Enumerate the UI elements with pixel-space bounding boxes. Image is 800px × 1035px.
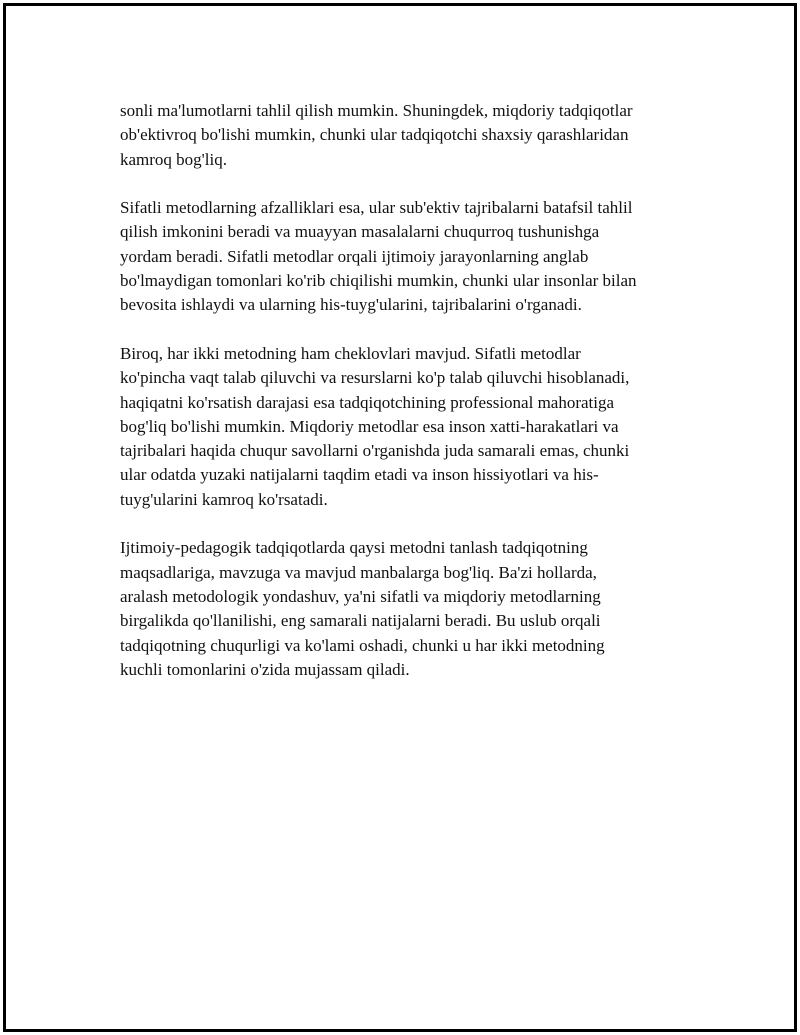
paragraph-2: Sifatli metodlarning afzalliklari esa, ular sub'ektiv tajribalarni batafsil tahlil qilish imkonini beradi va muayyan masalalarni chuqurroq tushunishga yordam beradi. Sifatli metodlar orqali ijtimoiy jarayonlarning anglab bo'lmaydigan tomonlari ko'rib chiqilishi mumkin, chunki ular insonlar bilan bevosita ishlaydi va ularning his-tuyg'ularini, tajribalarini o'rganadi. bbox=[120, 198, 637, 315]
paragraph-4: Ijtimoiy-pedagogik tadqiqotlarda qaysi metodni tanlash tadqiqotning maqsadlariga, mavzuga va mavjud manbalarga bog'liq. Ba'zi hollarda, aralash metodologik yondashuv, ya'ni sifatli va miqdoriy metodlarning birgalikda qo'llanilishi, eng samarali natijalarni beradi. Bu uslub orqali tadqiqotning chuqurligi va ko'lami oshadi, chunki u har ikki metodning kuchli tomonlarini o'zida mujassam qiladi. bbox=[120, 538, 605, 679]
document-body bbox=[120, 99, 680, 706]
page-border bbox=[3, 3, 797, 1032]
paragraph-3: Biroq, har ikki metodning ham cheklovlari mavjud. Sifatli metodlar ko'pincha vaqt talab qiluvchi va resurslarni ko'p talab qiluvchi hisoblanadi, haqiqatni ko'rsatish darajasi esa tadqiqotchining professional mahoratiga bog'liq bo'lishi mumkin. Miqdoriy metodlar esa inson xatti-harakatlari va tajribalari haqida chuqur savollarni o'rganishda juda samarali emas, chunki ular odatda yuzaki natijalarni taqdim etadi va inson hissiyotlari va his- tuyg'ularini kamroq ko'rsatadi. bbox=[120, 343, 630, 509]
paragraph-1: sonli ma'lumotlarni tahlil qilish mumkin. Shuningdek, miqdoriy tadqiqotlar ob'ektivroq bo'lishi mumkin, chunki ular tadqiqotchi shaxsiy qarashlaridan kamroq bog'liq. bbox=[120, 101, 633, 169]
